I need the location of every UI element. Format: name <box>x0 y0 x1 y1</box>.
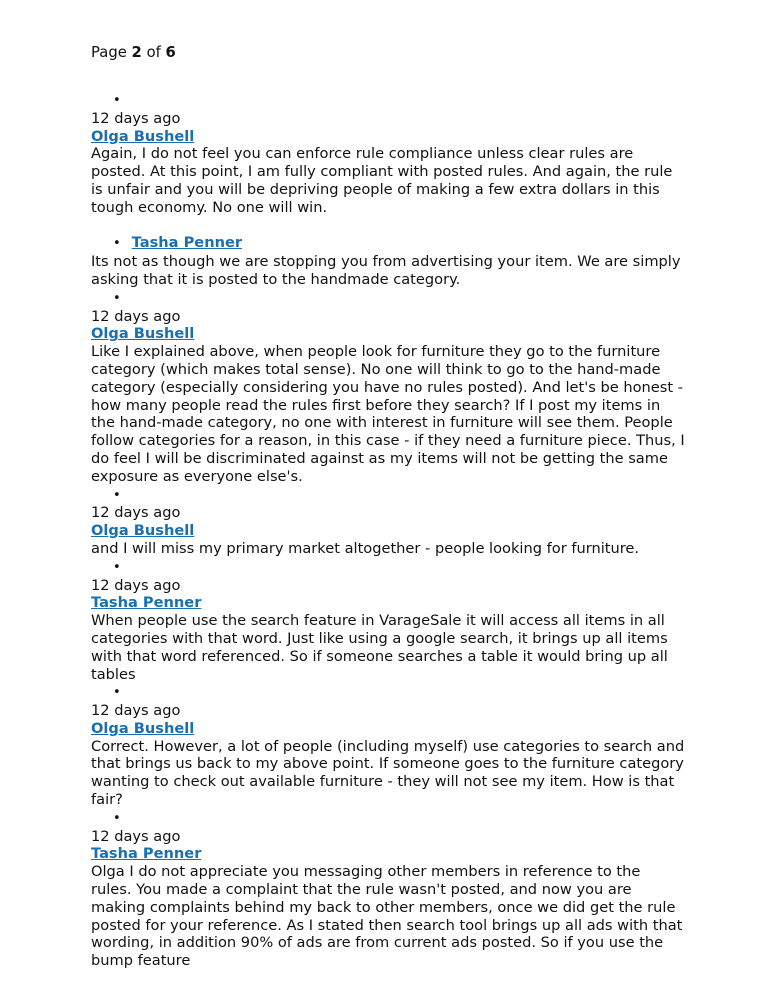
comment-text: Olga I do not appreciate you messaging other members in reference to the rules. You made a complaint that the rule wasn't posted, and now you are making complaints behind my back to other members, once we did get the rule posted for your reference. As I stated then search tool brings up all ads with that wording, in addition 90% of ads are from current ads posted. So if you use the bump feature <box>91 863 683 970</box>
comment <box>91 809 685 970</box>
comment <box>91 558 685 684</box>
bullet-icon: • <box>113 236 121 252</box>
comment-text: and I will miss my primary market altogether - people looking for furniture. <box>91 539 640 557</box>
comment-timestamp: 12 days ago <box>91 827 181 845</box>
comment-text: Again, I do not feel you can enforce rule compliance unless clear rules are posted. At this point, I am fully compliant with posted rules. And again, the rule is unfair and you will be depriving people of making a few extra dollars in this tough economy. No one will win. <box>91 145 673 216</box>
comment-text: Correct. However, a lot of people (including myself) use categories to search and that brings us back to my above point. If someone goes to the furniture category wanting to check out available furniture - they will not see my item. How is that fair? <box>91 737 685 809</box>
list-bullet-line <box>91 558 685 577</box>
bullet-icon: • <box>113 685 121 701</box>
comment <box>91 683 685 809</box>
bullet-icon: • <box>113 487 121 503</box>
bullet-icon: • <box>113 290 121 306</box>
list-bullet-line <box>91 91 685 110</box>
author-link[interactable]: Tasha Penner <box>91 594 202 612</box>
page-word: Page <box>91 44 127 61</box>
comment-reply <box>91 234 685 288</box>
list-bullet-line <box>91 234 685 253</box>
list-bullet-line <box>91 486 685 505</box>
bullet-icon: • <box>113 93 121 108</box>
comment-timestamp: 12 days ago <box>91 576 181 594</box>
list-bullet-line <box>91 809 685 828</box>
comment-text: Like I explained above, when people look for furniture they go to the furniture category (which makes total sense). No one will think to go to the hand-made category (especially considering you have no rules posted). And let's be honest - how many people read the rules first before they search? If I post my items in the hand-made category, no one with interest in furniture will see them. People follow categories for a reason, in this case - if they need a furniture piece. Thus, I do feel I will be discriminated against as my items will not be getting the same exposure as everyone else's. <box>91 343 685 485</box>
comment-timestamp: 12 days ago <box>91 109 181 127</box>
list-bullet-line <box>91 289 685 308</box>
author-link[interactable]: Olga Bushell <box>91 325 195 343</box>
bullet-icon: • <box>113 559 121 575</box>
comment-timestamp: 12 days ago <box>91 307 181 325</box>
author-link[interactable]: Olga Bushell <box>91 127 195 145</box>
comment-text: When people use the search feature in VarageSale it will access all items in all categories with that word. Just like using a google search, it brings up all items with that word referenced. So if someone searches a table it would bring up all tables <box>91 612 668 683</box>
list-bullet-line <box>91 683 685 702</box>
comment-thread <box>91 91 685 970</box>
author-link[interactable]: Tasha Penner <box>131 234 243 252</box>
comment <box>91 289 685 486</box>
page-total-number: 6 <box>165 44 176 61</box>
page-current-number: 2 <box>131 44 142 61</box>
comment-timestamp: 12 days ago <box>91 702 181 720</box>
comment-timestamp: 12 days ago <box>91 504 181 522</box>
author-link[interactable]: Olga Bushell <box>91 522 195 540</box>
page-number <box>91 44 685 62</box>
author-link[interactable]: Olga Bushell <box>91 719 195 737</box>
comment <box>91 91 685 217</box>
comment <box>91 486 685 558</box>
of-word: of <box>146 44 161 61</box>
bullet-icon: • <box>113 810 121 826</box>
comment-text: Its not as though we are stopping you from advertising your item. We are simply asking that it is posted to the handmade category. <box>91 253 681 288</box>
author-link[interactable]: Tasha Penner <box>91 845 202 863</box>
